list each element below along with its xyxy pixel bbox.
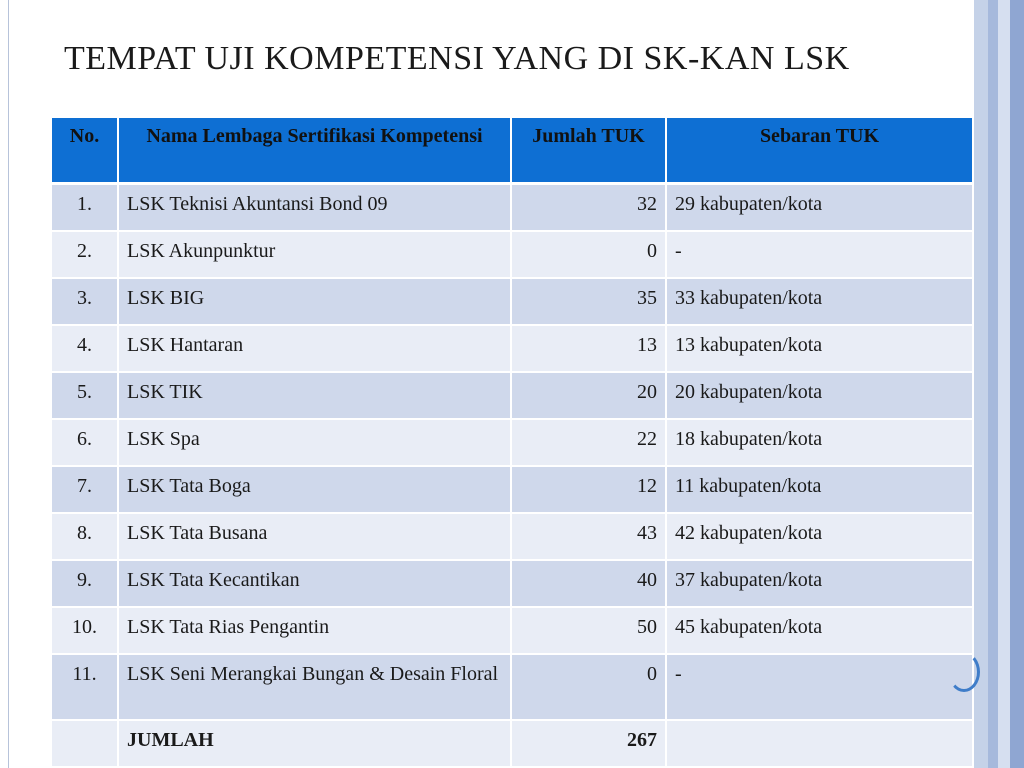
cell-spread: - [666, 231, 972, 278]
table-header-row [52, 118, 972, 184]
cell-spread: 11 kabupaten/kota [666, 466, 972, 513]
header-spread: Sebaran TUK [666, 118, 972, 184]
cell-no: 8. [52, 513, 118, 560]
header-no: No. [52, 118, 118, 184]
cell-spread: 29 kabupaten/kota [666, 184, 972, 232]
cell-spread: 33 kabupaten/kota [666, 278, 972, 325]
cell-no: 3. [52, 278, 118, 325]
cell-no: 7. [52, 466, 118, 513]
side-stripe [1010, 0, 1024, 768]
cell-name: LSK Spa [118, 419, 511, 466]
cell-count: 12 [511, 466, 666, 513]
side-stripe [998, 0, 1010, 768]
cell-spread: 20 kabupaten/kota [666, 372, 972, 419]
cell-name: LSK Tata Rias Pengantin [118, 607, 511, 654]
cell-spread: - [666, 654, 972, 720]
cell-count: 0 [511, 231, 666, 278]
table-row [52, 231, 972, 278]
cell-no: 5. [52, 372, 118, 419]
header-count: Jumlah TUK [511, 118, 666, 184]
header-name: Nama Lembaga Sertifikasi Kompetensi [118, 118, 511, 184]
table-row [52, 607, 972, 654]
total-spread-cell [666, 720, 972, 766]
lsk-table [52, 118, 972, 766]
cell-count: 35 [511, 278, 666, 325]
cell-count: 40 [511, 560, 666, 607]
cell-no: 10. [52, 607, 118, 654]
cell-count: 43 [511, 513, 666, 560]
cell-count: 20 [511, 372, 666, 419]
cell-no: 6. [52, 419, 118, 466]
cell-spread: 42 kabupaten/kota [666, 513, 972, 560]
table-row [52, 184, 972, 232]
cell-no: 11. [52, 654, 118, 720]
table-row [52, 325, 972, 372]
total-label: JUMLAH [118, 720, 511, 766]
cell-no: 9. [52, 560, 118, 607]
page-title: TEMPAT UJI KOMPETENSI YANG DI SK-KAN LSK [64, 40, 850, 77]
cell-name: LSK Tata Kecantikan [118, 560, 511, 607]
table-body [52, 184, 972, 767]
cell-spread: 18 kabupaten/kota [666, 419, 972, 466]
cell-count: 32 [511, 184, 666, 232]
table-row [52, 560, 972, 607]
cell-name: LSK Tata Busana [118, 513, 511, 560]
decorative-circle-icon [948, 652, 980, 692]
table-row [52, 466, 972, 513]
cell-count: 50 [511, 607, 666, 654]
table-row [52, 372, 972, 419]
side-stripe [974, 0, 988, 768]
cell-spread: 37 kabupaten/kota [666, 560, 972, 607]
cell-no: 1. [52, 184, 118, 232]
cell-no: 4. [52, 325, 118, 372]
cell-name: LSK TIK [118, 372, 511, 419]
cell-name: LSK Tata Boga [118, 466, 511, 513]
cell-spread: 45 kabupaten/kota [666, 607, 972, 654]
cell-count: 0 [511, 654, 666, 720]
table-row [52, 278, 972, 325]
total-count: 267 [511, 720, 666, 766]
total-no-cell [52, 720, 118, 766]
cell-count: 13 [511, 325, 666, 372]
cell-name: LSK Teknisi Akuntansi Bond 09 [118, 184, 511, 232]
cell-no: 2. [52, 231, 118, 278]
table-row [52, 513, 972, 560]
cell-count: 22 [511, 419, 666, 466]
cell-name: LSK BIG [118, 278, 511, 325]
side-stripe [988, 0, 998, 768]
cell-name: LSK Seni Merangkai Bungan & Desain Floral [118, 654, 511, 720]
table-row [52, 419, 972, 466]
decorative-side-stripes [974, 0, 1024, 768]
table-total-row [52, 720, 972, 766]
cell-spread: 13 kabupaten/kota [666, 325, 972, 372]
slide-left-border [0, 0, 9, 768]
table-row [52, 654, 972, 720]
cell-name: LSK Akunpunktur [118, 231, 511, 278]
cell-name: LSK Hantaran [118, 325, 511, 372]
